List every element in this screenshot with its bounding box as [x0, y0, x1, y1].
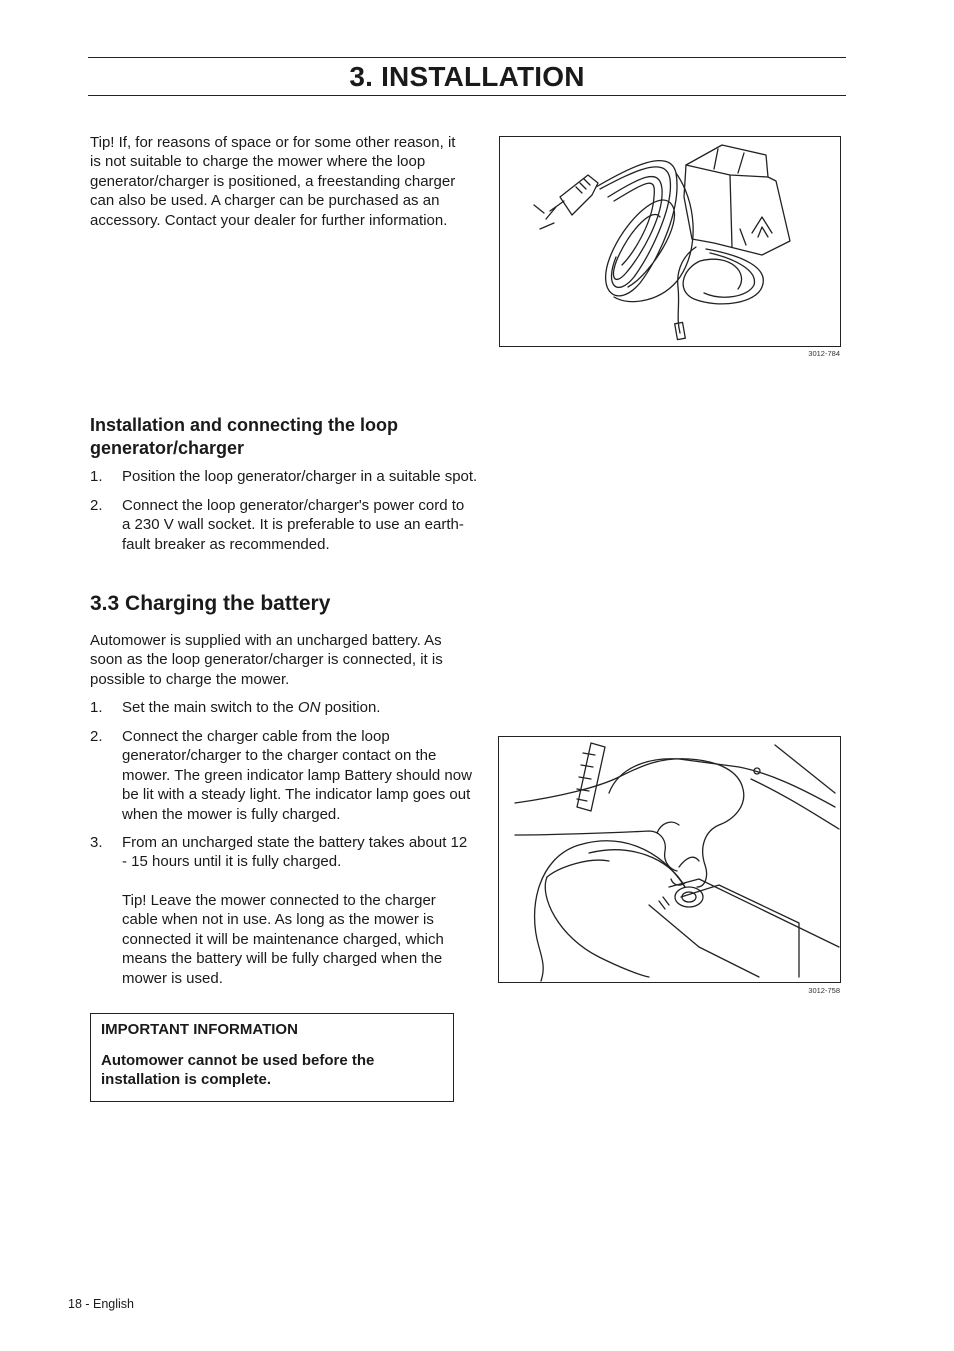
charging-step-2-text: Connect the charger cable from the loop generator/charger to the charger contact on the mower. The green indicator lamp Battery should now be lit with a steady light. The indicator lamp goes out when the mower is fully charged. [122, 728, 472, 823]
step1-after: position. [320, 699, 381, 716]
important-title: IMPORTANT INFORMATION [101, 1021, 298, 1038]
charging-step-3-number: 3. [90, 834, 103, 851]
step1-before: Set the main switch to the [122, 699, 298, 716]
tip-paragraph: Tip! If, for reasons of space or for some other reason, it is not suitable to charge the mower where the loop generator/charger is positioned, a freestanding charger can also be used. A charger can be purchased as an accessory. Contact your dealer for further information. [90, 134, 456, 229]
install-step-2-number: 2. [90, 497, 103, 514]
figure2-code: 3012-758 [808, 986, 840, 995]
charging-intro: Automower is supplied with an uncharged battery. As soon as the loop generator/charger is connected, it is possible to charge the mower. [90, 632, 443, 688]
install-heading-line1: Installation and connecting the loop [90, 415, 399, 435]
install-step-1-text: Position the loop generator/charger in a suitable spot. [122, 468, 478, 485]
charging-step-3-text: From an uncharged state the battery takes about 12 - 15 hours until it is fully charged. [122, 834, 468, 871]
page-footer: 18 - English [68, 1297, 135, 1311]
figure1-code: 3012-784 [808, 349, 840, 358]
install-heading [90, 414, 510, 460]
charging-step-3-tip: Tip! Leave the mower connected to the charger cable when not in use. As long as the mower is connected it will be maintenance charged, which means the battery will be fully charged when the mower is used. [122, 892, 444, 987]
charging-step-1-text [122, 698, 474, 717]
important-body: Automower cannot be used before the installation is complete. [101, 1052, 375, 1089]
charger-illustration [499, 136, 841, 347]
charging-drawing [499, 737, 840, 982]
header-bottom-rule [88, 95, 846, 96]
charging-step-1-number: 1. [90, 699, 103, 716]
install-step-2-text: Connect the loop generator/charger's power cord to a 230 V wall socket. It is preferable to use an earth-fault breaker as recommended. [122, 497, 465, 553]
install-step-1-number: 1. [90, 468, 103, 485]
charging-step-2-number: 2. [90, 728, 103, 745]
charging-section-title: 3.3 Charging the battery [90, 592, 331, 615]
install-heading-line2: generator/charger [90, 438, 245, 458]
charger-drawing [500, 137, 840, 346]
charging-illustration [498, 736, 841, 983]
step1-on-label: ON [297, 699, 321, 716]
important-information-box [90, 1013, 454, 1102]
chapter-title: 3. INSTALLATION [349, 61, 585, 92]
